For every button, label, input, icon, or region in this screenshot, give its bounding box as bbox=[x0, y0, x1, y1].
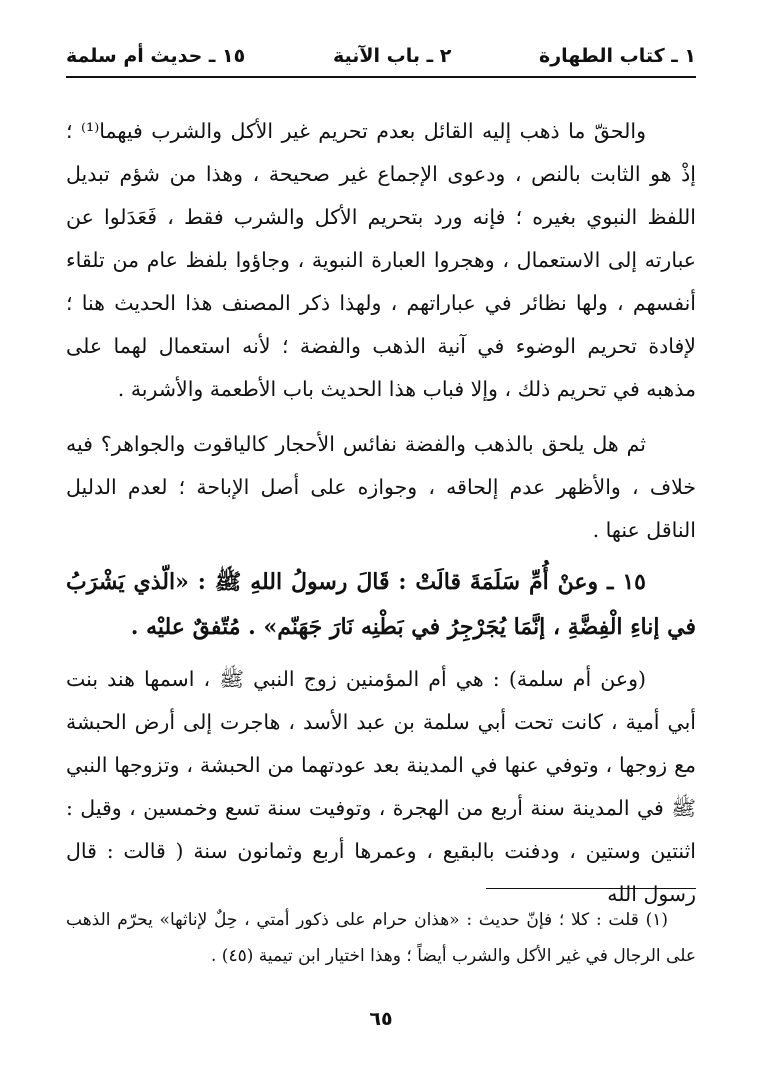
header-book-title: ١ ـ كتاب الطهارة bbox=[539, 45, 696, 67]
paragraph-gems-question: ثم هل يلحق بالذهب والفضة نفائس الأحجار كالياقوت والجواهر؟ فيه خلاف ، والأظهر عدم إلحاقه ، وجوازه على أصل الإباحة ؛ لعدم الدليل الناقل عنها . bbox=[66, 432, 696, 542]
header-chapter-title: ٢ ـ باب الآنية bbox=[332, 45, 452, 67]
hadith-text: ١٥ ـ وعنْ أُمِّ سَلَمَةَ قالَتْ : قَالَ رسولُ اللهِ ﷺ : «الّذي يَشْرَبُ في إناءِ الْفِضَّةِ ، إنَّمَا يُجَرْجِرُ في بَطْنِه نَارَ جَهَنّم» . مُتّفقٌ عليْه . bbox=[66, 569, 696, 640]
footnote-separator bbox=[486, 888, 696, 889]
paragraph-ruling: والحقّ ما ذهب إليه القائل بعدم تحريم غير الأكل والشرب فيهما⁽¹⁾ ؛ إذْ هو الثابت بالنص ، ودعوى الإجماع غير صحيحة ، وهذا من شؤم تبديل اللفظ النبوي بغيره ؛ فإنه ورد بتحريم الأكل والشرب فقط ، فَعَدَلوا عن عبارته إلى الاستعمال ، وهجروا العبارة النبوية ، وجاؤوا بلفظ عام من تلقاء أنفسهم ، ولها نظائر في عباراتهم ، ولهذا ذكر المصنف هذا الحديث هنا ؛ لإفادة تحريم الوضوء في آنية الذهب والفضة ؛ لأنه استعمال لهما على مذهبه في تحريم ذلك ، وإلا فباب هذا الحديث باب الأطعمة والأشربة . bbox=[66, 119, 696, 401]
main-text bbox=[66, 110, 696, 916]
paragraph-commentary: (وعن أم سلمة) : هي أم المؤمنين زوج النبي ﷺ ، اسمها هند بنت أبي أمية ، كانت تحت أبي سلمة بن عبد الأسد ، هاجرت إلى أرض الحبشة مع زوجها ، وتوفي عنها في المدينة بعد عودتهما من الحبشة ، وتزوجها النبي ﷺ في المدينة سنة أربع من الهجرة ، وتوفيت سنة تسع وخمسين ، وقيل : اثنتين وستين ، ودفنت بالبقيع ، وعمرها أربع وثمانون سنة ( قالت : قال رسول الله bbox=[66, 667, 696, 906]
running-header bbox=[66, 36, 696, 78]
page-number: ٦٥ bbox=[369, 1008, 393, 1030]
header-hadith-title: ١٥ ـ حديث أم سلمة bbox=[66, 45, 246, 67]
footnote: (١) قلت : كلا ؛ فإنّ حديث : «هذان حرام على ذكور أمتي ، حِلٌ لإناثها» يحرّم الذهب على الرجال في غير الأكل والشرب أيضاً ؛ وهذا اختيار ابن تيمية (٤٥) . bbox=[66, 910, 696, 966]
